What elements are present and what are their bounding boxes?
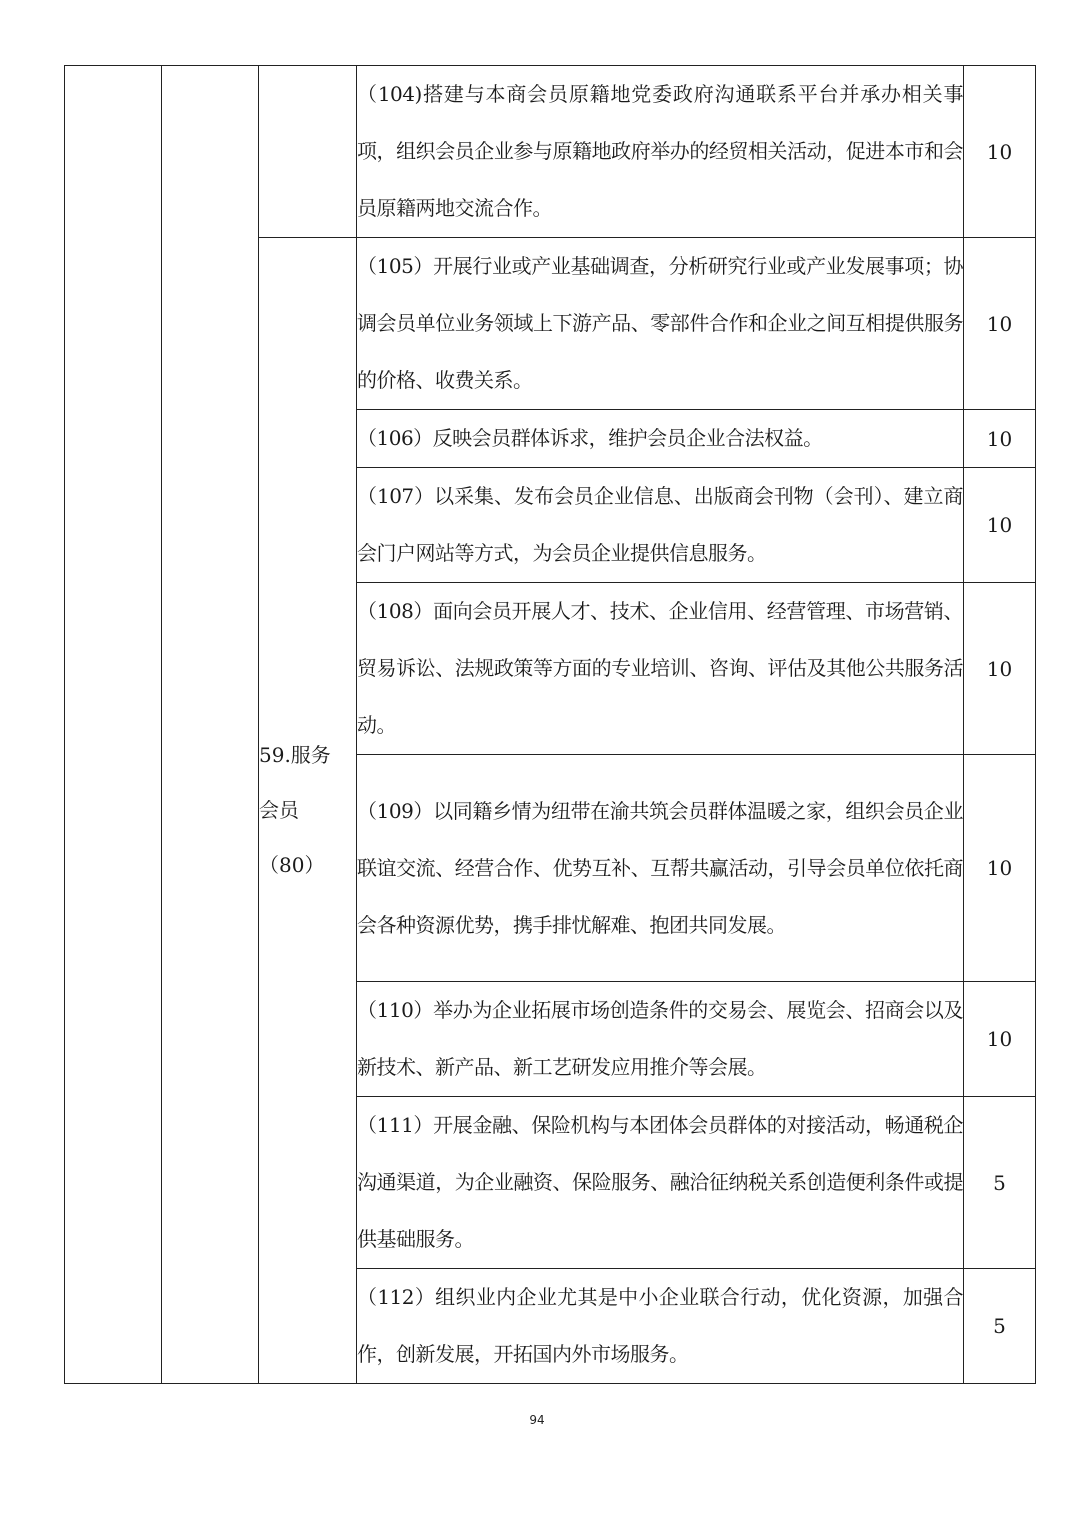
category-line: 59.服务 xyxy=(259,743,331,767)
item-text: （112）组织业内企业尤其是中小企业联合行动，优化资源，加强合作，创新发展，开拓国内外市场服务。 xyxy=(357,1269,964,1384)
item-text: （110）举办为企业拓展市场创造条件的交易会、展览会、招商会以及新技术、新产品、新工艺研发应用推介等会展。 xyxy=(357,982,964,1097)
item-text: （104)搭建与本商会员原籍地党委政府沟通联系平台并承办相关事项，组织会员企业参与原籍地政府举办的经贸相关活动，促进本市和会员原籍两地交流合作。 xyxy=(357,66,964,238)
category-line: （80） xyxy=(259,853,325,877)
item-score: 10 xyxy=(964,66,1036,238)
item-score: 5 xyxy=(964,1269,1036,1384)
evaluation-table xyxy=(64,65,1036,1384)
item-text: （106）反映会员群体诉求，维护会员企业合法权益。 xyxy=(357,410,964,468)
empty-cell-col1 xyxy=(65,66,162,1384)
category-cell xyxy=(259,238,357,1384)
table-row xyxy=(65,66,1036,238)
item-text: （105）开展行业或产业基础调查，分析研究行业或产业发展事项；协调会员单位业务领域上下游产品、零部件合作和企业之间互相提供服务的价格、收费关系。 xyxy=(357,238,964,410)
item-score: 10 xyxy=(964,468,1036,583)
item-score: 10 xyxy=(964,583,1036,755)
item-text: （109）以同籍乡情为纽带在渝共筑会员群体温暖之家，组织会员企业联谊交流、经营合作、优势互补、互帮共赢活动，引导会员单位依托商会各种资源优势，携手排忧解难、抱团共同发展。 xyxy=(357,755,964,982)
item-text: （108）面向会员开展人才、技术、企业信用、经营管理、市场营销、贸易诉讼、法规政策等方面的专业培训、咨询、评估及其他公共服务活动。 xyxy=(357,583,964,755)
page-number: 94 xyxy=(529,1413,545,1427)
item-score: 10 xyxy=(964,755,1036,982)
empty-cell-col3 xyxy=(259,66,357,238)
item-text: （111）开展金融、保险机构与本团体会员群体的对接活动，畅通税企沟通渠道，为企业融资、保险服务、融洽征纳税关系创造便利条件或提供基础服务。 xyxy=(357,1097,964,1269)
item-score: 10 xyxy=(964,982,1036,1097)
item-score: 10 xyxy=(964,238,1036,410)
category-line: 会员 xyxy=(259,798,299,822)
empty-cell-col2 xyxy=(162,66,259,1384)
item-score: 5 xyxy=(964,1097,1036,1269)
item-text: （107）以采集、发布会员企业信息、出版商会刊物（会刊）、建立商会门户网站等方式，为会员企业提供信息服务。 xyxy=(357,468,964,583)
item-score: 10 xyxy=(964,410,1036,468)
